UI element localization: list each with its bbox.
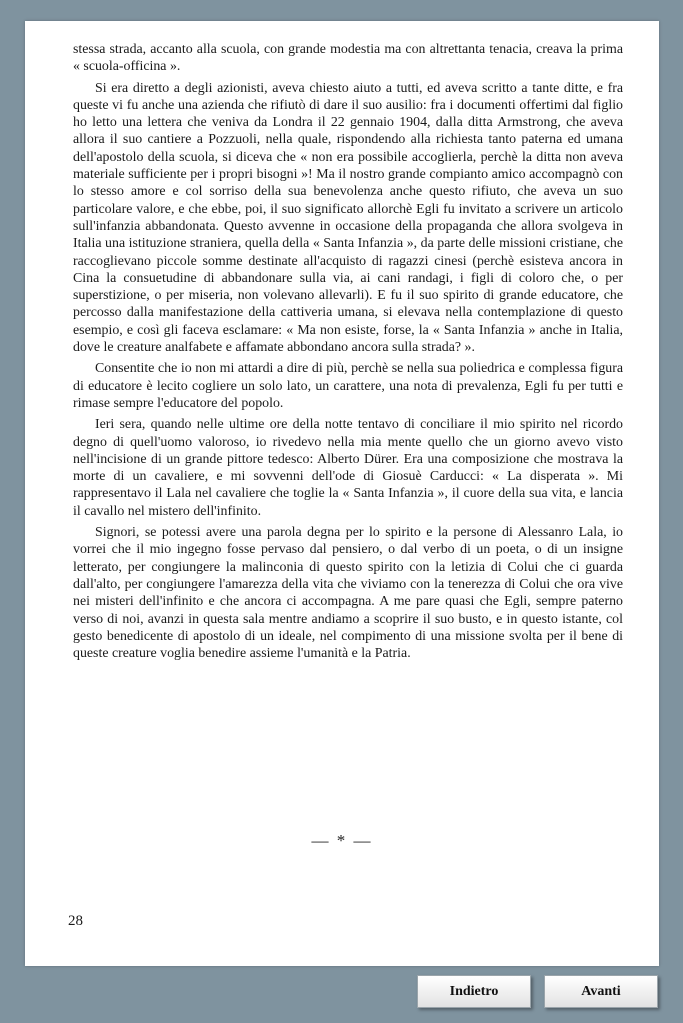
paragraph: Signori, se potessi avere una parola degna per lo spirito e la persone di Alessanro Lala, io vorrei che il mio ingegno fosse pervaso dal pensiero, o dal verbo di un poeta, o di un insigne letterato, per congiungere la malinconia di questo spirito con la letizia di Colui che ci guarda dall'alto, per congiungere l'amarezza della vita che viviamo con la tenerezza di Colui che ora vive nei misteri dell'infinito e che ancora ci accompagna. A me pare quasi che Egli, sempre paterno verso di noi, avanzi in questa sala mentre andiamo a scoprire il suo busto, e in questo istante, col gesto benedicente di apostolo di un ideale, nel compimento di una missione svolta per il bene di queste creature voglia benedire assieme l'umanità e la Patria. (73, 525, 623, 662)
paragraph: Si era diretto a degli azionisti, aveva chiesto aiuto a tutti, ed aveva scritto a tante ditte, e fra queste vi fu anche una azienda che rifiutò di dare il suo ausilio: fra i documenti offertimi dal figlio ho letto una lettera che veniva da Londra il 22 gennaio 1904, dalla ditta Armstrong, che aveva allora il suo cantiere a Pozzuoli, nella quale, rispondendo alla richiesta tanto paterna ed umana dell'apostolo della scuola, si diceva che « non era possibile accoglierla, perchè la ditta non aveva materiale sufficiente per i propri bisogni »! Ma il nostro grande compianto amico accompagnò con lo stesso amore e col sorriso della sua benevolenza anche questo rifiuto, che aveva un suo particolare valore, e che ebbe, poi, il suo significato allorchè Egli fu invitato a scrivere un articolo sull'infanzia abbandonata. Questo avvenne in occasione della propaganda che allora svolgeva in Italia una istituzione straniera, quella della « Santa Infanzia », da parte delle missioni cristiane, che raccoglievano piccole somme destinate all'acquisto di ragazzi cinesi (perchè esisteva ancora in Cina la consuetudine di abbandonare sulla via, ai cani randagi, i figli di coloro che, o per superstizione, o per miseria, non volevano allevarli). E fu il suo spirito di grande educatore, che percosso dalla manifestazione della cattiveria umana, si elevava nella contemplazione di questo esempio, e così gli faceva esclamare: « Ma non esiste, forse, la « Santa Infanzia » anche in Italia, dove le creature analfabete e affamate abbondano ancora sulla strada? ». (73, 80, 623, 356)
paragraph: Ieri sera, quando nelle ultime ore della notte tentavo di conciliare il mio spirito nel ricordo degno di quell'uomo valoroso, io rivedevo nella mia mente quello che un giorno avevo visto nell'incisione di un grande pittore tedesco: Alberto Dürer. Era una composizione che mostrava la morte di un cavaliere, e mi sovvenni dell'ode di Giosuè Carducci: « La disperata ». Mi rappresentavo il Lala nel cavaliere che toglie la « Santa Infanzia », il cuore della sua vita, e lancia il cavallo nel mistero dell'infinito. (73, 417, 623, 519)
body-text (73, 41, 623, 666)
paragraph: stessa strada, accanto alla scuola, con grande modestia ma con altrettanta tenacia, creava la prima « scuola-officina ». (73, 42, 623, 75)
section-ornament: — * — (311, 831, 373, 850)
back-button[interactable]: Indietro (417, 975, 531, 1008)
document-page (25, 21, 659, 966)
next-button[interactable]: Avanti (544, 975, 658, 1008)
paragraph: Consentite che io non mi attardi a dire di più, perchè se nella sua poliedrica e complessa figura di educatore è lecito cogliere un solo lato, un carattere, una nota di prevalenza, Egli fu per tutti e rimase sempre l'educatore del popolo. (73, 361, 623, 411)
page-number: 28 (68, 913, 83, 929)
